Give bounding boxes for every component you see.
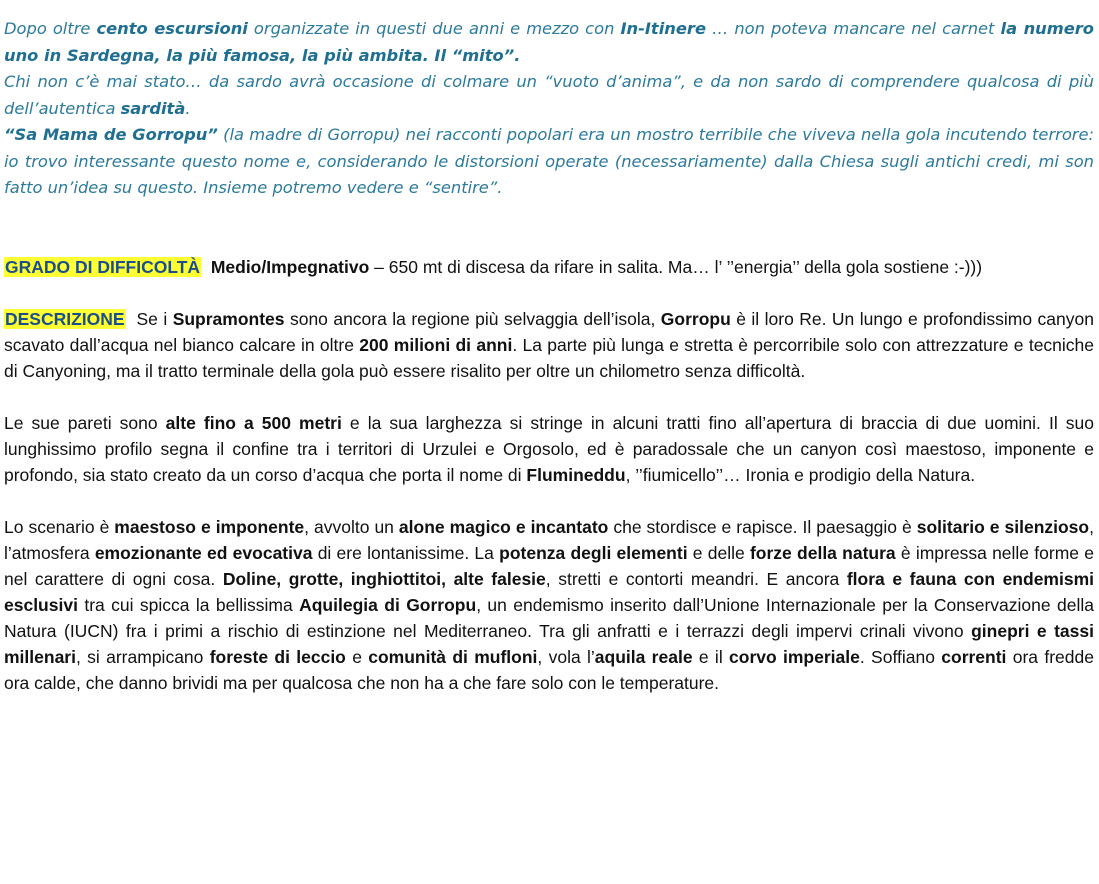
spacer xyxy=(4,384,1094,410)
bold-text: 200 milioni di anni xyxy=(359,334,513,355)
text: Lo scenario è xyxy=(4,516,115,537)
text: è il loro Re. Un lungo e profondissimo canyon scavato dall’acqua nel bianco calcare in oltre xyxy=(4,308,1094,355)
difficolta-text: – 650 mt di discesa da rifare in salita. Ma… l’ ’’energia’’ della gola sostiene :-))) xyxy=(369,256,983,277)
runs xyxy=(4,413,1094,485)
text: , si arrampicano xyxy=(75,646,210,667)
bold-text: ginepri e tassi millenari xyxy=(4,620,1094,667)
bold-text: la numero uno in Sardegna, la più famosa, la più ambita. Il “mito”. xyxy=(4,19,1094,65)
bold-text: potenza degli elementi xyxy=(499,542,688,563)
text: di ere lontanissime. La xyxy=(312,542,500,563)
text: Chi non c’è mai stato… da sardo avrà occasione di colmare un “vuoto d’anima”, e da non sardo di comprendere qualcosa di più dell’autentica xyxy=(4,72,1094,118)
text: Se i xyxy=(136,308,173,329)
text: , ’’fiumicello’’… Ironia e prodigio della Natura. xyxy=(625,464,976,485)
intro-paragraph-2 xyxy=(4,69,1094,122)
spacer xyxy=(4,280,1094,306)
bold-text: alte fino a 500 metri xyxy=(165,412,342,433)
intro-paragraph-1 xyxy=(4,16,1094,69)
text: tra cui spicca la bellissima xyxy=(77,594,300,615)
bold-text: Aquilegia di Gorropu xyxy=(299,594,477,615)
difficolta-paragraph xyxy=(4,254,1094,280)
text: … non poteva mancare nel carnet xyxy=(706,19,1001,38)
text: che stordisce e rapisce. Il paesaggio è xyxy=(608,516,917,537)
descrizione-paragraph-1 xyxy=(4,306,1094,384)
spacer xyxy=(4,202,1094,254)
bold-text: maestoso e imponente xyxy=(114,516,305,537)
text: sono ancora la regione più selvaggia dell’isola, xyxy=(284,308,661,329)
bold-text: flora e fauna con endemismi esclusivi xyxy=(4,568,1095,615)
text: e la sua larghezza si stringe in alcuni tratti fino all’apertura di braccia di due uomini. Il suo lunghissimo profilo segna il confine tra i territori di Urzulei e Orgosolo, ed è paradossale che un canyon così maestoso, imponente e profondo, sia stato creato da un corso d’acqua che porta il nome di xyxy=(4,412,1094,485)
text: e il xyxy=(692,646,730,667)
text: , stretti e contorti meandri. E ancora xyxy=(545,568,847,589)
descrizione-label: DESCRIZIONE xyxy=(5,308,125,329)
runs xyxy=(4,517,1094,693)
difficolta-label: GRADO DI DIFFICOLTÀ xyxy=(5,256,201,277)
text: Dopo oltre xyxy=(4,19,97,38)
text: organizzate in questi due anni e mezzo con xyxy=(247,19,621,38)
bold-text: Gorropu xyxy=(660,308,731,329)
bold-text: sardità xyxy=(120,98,186,118)
bold-text: Flumineddu xyxy=(526,464,626,485)
bold-text: Supramontes xyxy=(172,308,285,329)
bold-text: Doline, grotte, inghiottitoi, alte falesie xyxy=(222,568,546,589)
bold-text: correnti xyxy=(941,646,1007,667)
text: , vola l’ xyxy=(537,646,595,667)
spacer xyxy=(4,488,1094,514)
text: . La parte più lunga e stretta è percorribile solo con attrezzature e tecniche di Canyoning, ma il tratto terminale della gola può essere risalito per oltre un chilometro senza difficoltà. xyxy=(4,334,1095,381)
bold-text: In-Itinere xyxy=(620,19,706,38)
text: e delle xyxy=(687,542,750,563)
bold-text: alone magico e incantato xyxy=(398,516,609,537)
text: Le sue pareti sono xyxy=(4,412,166,433)
text: . Soffiano xyxy=(859,646,942,667)
text: è impressa nelle forme e nel carattere di ogni cosa. xyxy=(4,542,1094,589)
text: , l’atmosfera xyxy=(4,516,1094,563)
bold-text: aquila reale xyxy=(594,646,693,667)
bold-text: comunità di mufloni xyxy=(368,646,538,667)
text: ora fredde ora calde, che danno brividi ma per qualcosa che non ha a che fare solo con le temperature. xyxy=(4,646,1094,693)
document-page xyxy=(4,16,1094,696)
text: , un endemismo inserito dall’Unione Internazionale per la Conservazione della Natura (IUCN) fra i primi a rischio di estinzione nel Mediterraneo. Tra gli anfratti e i terrazzi degli impervi crinali vivono xyxy=(4,594,1094,641)
intro-paragraph-3 xyxy=(4,122,1094,202)
difficolta-value: Medio/Impegnativo xyxy=(210,256,370,277)
bold-text: cento escursioni xyxy=(96,19,248,38)
bold-text: foreste di leccio xyxy=(209,646,346,667)
bold-text: “Sa Mama de Gorropu” xyxy=(4,125,218,144)
descrizione-paragraph-3 xyxy=(4,514,1094,696)
bold-text: corvo imperiale xyxy=(729,646,860,667)
descrizione-paragraph-2 xyxy=(4,410,1094,488)
bold-text: emozionante ed evocativa xyxy=(94,542,313,563)
runs xyxy=(4,309,1094,381)
text: e xyxy=(345,646,369,667)
text: , avvolto un xyxy=(304,516,399,537)
text: (la madre di Gorropu) nei racconti popolari era un mostro terribile che viveva nella gola incutendo terrore: io trovo interessante questo nome e, considerando le distorsioni operate (necessariamente) dalla Chiesa sugli antichi credi, mi son fatto un’idea su questo. Insieme potremo vedere e “sentire”. xyxy=(4,125,1094,197)
bold-text: solitario e silenzioso xyxy=(916,516,1090,537)
bold-text: forze della natura xyxy=(749,542,896,563)
text: . xyxy=(185,98,191,118)
